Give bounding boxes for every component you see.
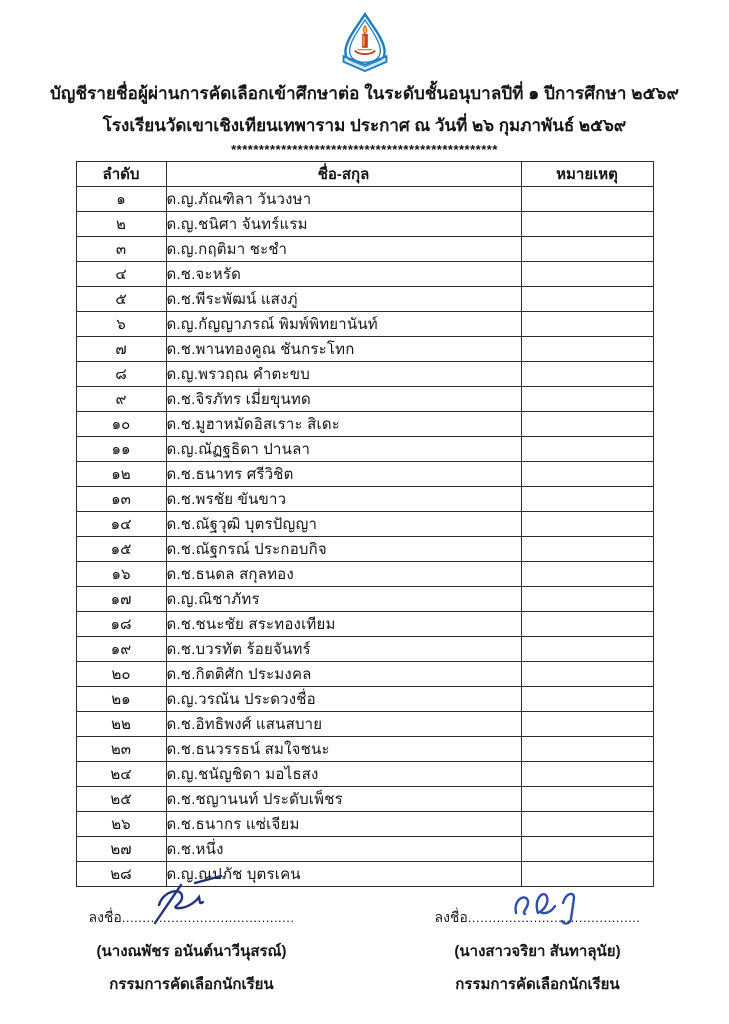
table-row bbox=[76, 262, 653, 287]
column-header-name: ชื่อ-สกุล bbox=[166, 162, 521, 187]
remark-cell bbox=[521, 412, 653, 437]
table-row bbox=[76, 537, 653, 562]
remark-cell bbox=[521, 187, 653, 212]
remark-cell bbox=[521, 512, 653, 537]
remark-cell bbox=[521, 537, 653, 562]
student-name: ด.ญ.กัญญาภรณ์ พิมพ์พิทยานันท์ bbox=[166, 312, 521, 337]
table-row bbox=[76, 587, 653, 612]
table-row bbox=[76, 837, 653, 862]
table-row bbox=[76, 187, 653, 212]
student-name: ด.ญ.ณปภัช บุตรเคน bbox=[166, 862, 521, 887]
row-number: ๑๓ bbox=[76, 487, 166, 512]
table-row bbox=[76, 512, 653, 537]
table-row bbox=[76, 662, 653, 687]
remark-cell bbox=[521, 737, 653, 762]
remark-cell bbox=[521, 362, 653, 387]
student-name: ด.ช.พรชัย ขันขาว bbox=[166, 487, 521, 512]
table-row bbox=[76, 287, 653, 312]
row-number: ๒๖ bbox=[76, 812, 166, 837]
student-name: ด.ญ.ชนัญชิดา มอไธสง bbox=[166, 762, 521, 787]
row-number: ๑๕ bbox=[76, 537, 166, 562]
row-number: ๑๙ bbox=[76, 637, 166, 662]
remark-cell bbox=[521, 837, 653, 862]
remark-cell bbox=[521, 337, 653, 362]
school-emblem-icon bbox=[337, 12, 393, 78]
row-number: ๗ bbox=[76, 337, 166, 362]
student-name: ด.ญ.ณิชาภัทร bbox=[166, 587, 521, 612]
column-header-no: ลำดับ bbox=[76, 162, 166, 187]
remark-cell bbox=[521, 387, 653, 412]
row-number: ๒๕ bbox=[76, 787, 166, 812]
table-row bbox=[76, 412, 653, 437]
signatory-name: (นางณพัชร อนันต์นาวีนุสรณ์) bbox=[96, 943, 287, 960]
student-name: ด.ช.จะหรัด bbox=[166, 262, 521, 287]
row-number: ๒๑ bbox=[76, 687, 166, 712]
remark-cell bbox=[521, 312, 653, 337]
signature-line bbox=[67, 907, 317, 929]
remark-cell bbox=[521, 862, 653, 887]
table-row bbox=[76, 737, 653, 762]
signature-dotted-line: .......................................... bbox=[467, 910, 641, 925]
document-title-line2: โรงเรียนวัดเขาเชิงเทียนเทพาราม ประกาศ ณ วันที่ ๒๖ กุมภาพันธ์ ๒๕๖๙ bbox=[102, 116, 627, 135]
table-row bbox=[76, 612, 653, 637]
student-name: ด.ช.ธนาทร ศรีวิชิต bbox=[166, 462, 521, 487]
remark-cell bbox=[521, 462, 653, 487]
table-row bbox=[76, 212, 653, 237]
signature-block-right bbox=[413, 907, 663, 996]
signature-section bbox=[0, 907, 729, 996]
student-name: ด.ช.ณัฐวุฒิ บุตรปัญญา bbox=[166, 512, 521, 537]
table-row bbox=[76, 337, 653, 362]
student-name: ด.ช.ชนะชัย สระทองเทียม bbox=[166, 612, 521, 637]
signatory-role: กรรมการคัดเลือกนักเรียน bbox=[455, 976, 620, 993]
remark-cell bbox=[521, 612, 653, 637]
row-number: ๒๐ bbox=[76, 662, 166, 687]
table-row bbox=[76, 462, 653, 487]
signature-prefix: ลงชื่อ bbox=[88, 909, 122, 925]
remark-cell bbox=[521, 562, 653, 587]
table-row bbox=[76, 787, 653, 812]
student-name: ด.ช.อิทธิพงศ์ แสนสบาย bbox=[166, 712, 521, 737]
column-header-remark: หมายเหตุ bbox=[521, 162, 653, 187]
row-number: ๑๘ bbox=[76, 612, 166, 637]
row-number: ๒๓ bbox=[76, 737, 166, 762]
remark-cell bbox=[521, 637, 653, 662]
row-number: ๑๐ bbox=[76, 412, 166, 437]
document-title-line1: บัญชีรายชื่อผู้ผ่านการคัดเลือกเข้าศึกษาต่อ ในระดับชั้นอนุบาลปีที่ ๑ ปีการศึกษา ๒๕๖๙ bbox=[49, 84, 679, 103]
remark-cell bbox=[521, 662, 653, 687]
row-number: ๒๗ bbox=[76, 837, 166, 862]
row-number: ๓ bbox=[76, 237, 166, 262]
remark-cell bbox=[521, 237, 653, 262]
row-number: ๑๗ bbox=[76, 587, 166, 612]
table-header-row bbox=[76, 162, 653, 187]
remark-cell bbox=[521, 587, 653, 612]
signatory-role: กรรมการคัดเลือกนักเรียน bbox=[109, 976, 274, 993]
row-number: ๔ bbox=[76, 262, 166, 287]
student-table bbox=[76, 161, 654, 887]
row-number: ๒๘ bbox=[76, 862, 166, 887]
school-logo bbox=[0, 12, 729, 76]
remark-cell bbox=[521, 812, 653, 837]
signature-line bbox=[413, 907, 663, 929]
signature-prefix: ลงชื่อ bbox=[434, 909, 468, 925]
student-name: ด.ช.พีระพัฒน์ แสงภู่ bbox=[166, 287, 521, 312]
row-number: ๒ bbox=[76, 212, 166, 237]
table-row bbox=[76, 562, 653, 587]
row-number: ๙ bbox=[76, 387, 166, 412]
remark-cell bbox=[521, 787, 653, 812]
remark-cell bbox=[521, 262, 653, 287]
remark-cell bbox=[521, 287, 653, 312]
table-row bbox=[76, 387, 653, 412]
row-number: ๒๒ bbox=[76, 712, 166, 737]
document-header bbox=[0, 0, 729, 157]
student-name: ด.ช.ธนวรรธน์ สมใจชนะ bbox=[166, 737, 521, 762]
student-name: ด.ช.ชญานนท์ ประดับเพ็ชร bbox=[166, 787, 521, 812]
student-name: ด.ช.ธนากร แซ่เจียม bbox=[166, 812, 521, 837]
row-number: ๕ bbox=[76, 287, 166, 312]
student-name: ด.ช.พานทองคูณ ชันกระโทก bbox=[166, 337, 521, 362]
signature-block-left bbox=[67, 907, 317, 996]
remark-cell bbox=[521, 762, 653, 787]
table-row bbox=[76, 487, 653, 512]
table-row bbox=[76, 712, 653, 737]
remark-cell bbox=[521, 487, 653, 512]
student-name: ด.ญ.ภัณฑิลา วันวงษา bbox=[166, 187, 521, 212]
signature-dotted-line: .......................................... bbox=[121, 910, 295, 925]
table-row bbox=[76, 687, 653, 712]
student-name: ด.ญ.พรวฤณ คำตะขบ bbox=[166, 362, 521, 387]
remark-cell bbox=[521, 712, 653, 737]
remark-cell bbox=[521, 687, 653, 712]
table-row bbox=[76, 312, 653, 337]
student-name: ด.ช.กิตติศัก ประมงคล bbox=[166, 662, 521, 687]
student-name: ด.ช.ณัฐกรณ์ ประกอบกิจ bbox=[166, 537, 521, 562]
row-number: ๑๔ bbox=[76, 512, 166, 537]
row-number: ๖ bbox=[76, 312, 166, 337]
table-row bbox=[76, 762, 653, 787]
student-name: ด.ช.หนึ่ง bbox=[166, 837, 521, 862]
student-name: ด.ช.ธนดล สกุลทอง bbox=[166, 562, 521, 587]
table-row bbox=[76, 237, 653, 262]
row-number: ๑๖ bbox=[76, 562, 166, 587]
student-name: ด.ช.มูฮาหมัดอิสเราะ สิเดะ bbox=[166, 412, 521, 437]
student-name: ด.ช.บวรทัต ร้อยจันทร์ bbox=[166, 637, 521, 662]
row-number: ๘ bbox=[76, 362, 166, 387]
student-name: ด.ญ.กฤติมา ชะชำ bbox=[166, 237, 521, 262]
signatory-name: (นางสาวจริยา สันทาลุนัย) bbox=[454, 943, 621, 960]
table-row bbox=[76, 437, 653, 462]
row-number: ๑๑ bbox=[76, 437, 166, 462]
table-row bbox=[76, 862, 653, 887]
table-row bbox=[76, 812, 653, 837]
student-table-body bbox=[76, 187, 653, 887]
separator-asterisks: ************************************************ bbox=[231, 142, 498, 157]
row-number: ๒๔ bbox=[76, 762, 166, 787]
table-row bbox=[76, 362, 653, 387]
student-name: ด.ญ.ณัฏฐธิดา ปานลา bbox=[166, 437, 521, 462]
remark-cell bbox=[521, 212, 653, 237]
student-name: ด.ญ.วรณัน ประดวงชื่อ bbox=[166, 687, 521, 712]
table-row bbox=[76, 637, 653, 662]
row-number: ๑ bbox=[76, 187, 166, 212]
remark-cell bbox=[521, 437, 653, 462]
row-number: ๑๒ bbox=[76, 462, 166, 487]
student-name: ด.ญ.ชนิศา จันทร์แรม bbox=[166, 212, 521, 237]
student-name: ด.ช.จิรภัทร เมี่ยขุนทด bbox=[166, 387, 521, 412]
